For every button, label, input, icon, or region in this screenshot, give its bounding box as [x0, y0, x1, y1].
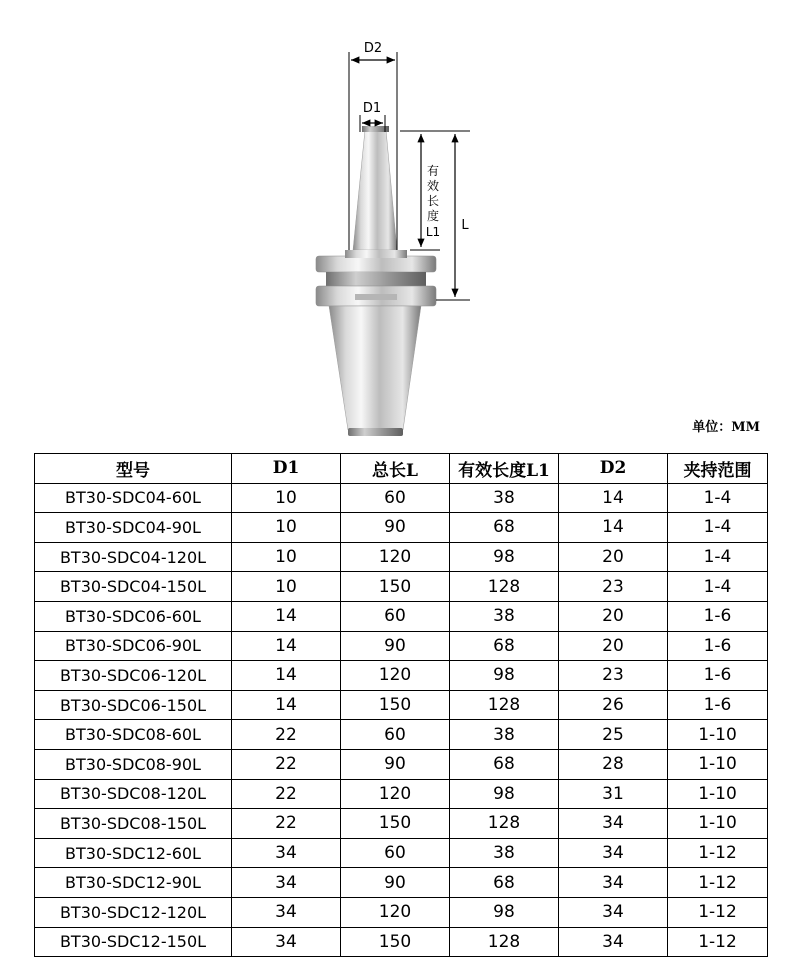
cell-clamping-range: 1-12 [668, 868, 768, 898]
l1-label-char: 长 [426, 194, 440, 208]
cell-clamping-range: 1-10 [668, 809, 768, 839]
cell-model: BT30-SDC08-90L [35, 749, 232, 779]
cell-model: BT30-SDC06-90L [35, 631, 232, 661]
cell-d1: 22 [232, 779, 341, 809]
cell-effective-length: 98 [450, 661, 559, 691]
d2-label: D2 [363, 41, 383, 56]
cell-model: BT30-SDC04-90L [35, 513, 232, 543]
table-row [35, 779, 768, 809]
l-label: L [461, 218, 469, 233]
cell-d2: 23 [559, 572, 668, 602]
table-row [35, 572, 768, 602]
table-row [35, 542, 768, 572]
cell-model: BT30-SDC08-60L [35, 720, 232, 750]
cell-total-length: 90 [341, 749, 450, 779]
cell-model: BT30-SDC12-60L [35, 838, 232, 868]
table-row [35, 631, 768, 661]
cell-d2: 14 [559, 513, 668, 543]
l1-label-char: 有 [426, 164, 440, 178]
cell-model: BT30-SDC06-120L [35, 661, 232, 691]
cell-total-length: 120 [341, 897, 450, 927]
cell-d1: 10 [232, 572, 341, 602]
cell-d2: 20 [559, 631, 668, 661]
cell-d1: 34 [232, 927, 341, 957]
cell-d2: 34 [559, 927, 668, 957]
cell-total-length: 120 [341, 779, 450, 809]
cell-model: BT30-SDC06-60L [35, 601, 232, 631]
cell-effective-length: 38 [450, 483, 559, 513]
cell-clamping-range: 1-10 [668, 779, 768, 809]
cell-clamping-range: 1-4 [668, 572, 768, 602]
cell-d1: 14 [232, 631, 341, 661]
cell-total-length: 150 [341, 927, 450, 957]
cell-total-length: 90 [341, 868, 450, 898]
tool-holder-diagram [0, 0, 800, 450]
cell-d1: 14 [232, 661, 341, 691]
cell-clamping-range: 1-6 [668, 601, 768, 631]
cell-d2: 34 [559, 868, 668, 898]
header-total-length: 总长L [341, 454, 450, 484]
cell-d2: 20 [559, 542, 668, 572]
table-row [35, 483, 768, 513]
table-row [35, 868, 768, 898]
cell-d1: 14 [232, 690, 341, 720]
spec-table [34, 453, 768, 957]
l1-label-char: 度 [426, 209, 440, 223]
cell-d2: 34 [559, 838, 668, 868]
l1-label-char: L1 [425, 225, 441, 239]
cell-total-length: 150 [341, 809, 450, 839]
table-row [35, 927, 768, 957]
cell-d2: 34 [559, 897, 668, 927]
cell-total-length: 60 [341, 483, 450, 513]
cell-effective-length: 38 [450, 601, 559, 631]
cell-total-length: 60 [341, 601, 450, 631]
cell-total-length: 60 [341, 720, 450, 750]
table-row [35, 601, 768, 631]
cell-d2: 26 [559, 690, 668, 720]
cell-total-length: 120 [341, 542, 450, 572]
cell-d1: 22 [232, 720, 341, 750]
cell-model: BT30-SDC12-120L [35, 897, 232, 927]
d1-label: D1 [362, 101, 382, 116]
cell-clamping-range: 1-12 [668, 897, 768, 927]
cell-d2: 34 [559, 809, 668, 839]
cell-d1: 14 [232, 601, 341, 631]
l1-label-char: 效 [426, 179, 440, 193]
tool-holder-body [316, 126, 436, 436]
table-row [35, 513, 768, 543]
table-row [35, 690, 768, 720]
cell-d1: 10 [232, 513, 341, 543]
cell-clamping-range: 1-10 [668, 720, 768, 750]
cell-model: BT30-SDC12-150L [35, 927, 232, 957]
unit-note: 单位：MM [692, 420, 760, 435]
cell-d1: 10 [232, 542, 341, 572]
cell-clamping-range: 1-6 [668, 631, 768, 661]
cell-effective-length: 98 [450, 779, 559, 809]
cell-effective-length: 68 [450, 868, 559, 898]
cell-effective-length: 68 [450, 513, 559, 543]
header-d1: D1 [232, 454, 341, 484]
cell-total-length: 150 [341, 690, 450, 720]
cell-effective-length: 128 [450, 809, 559, 839]
cell-model: BT30-SDC12-90L [35, 868, 232, 898]
cell-model: BT30-SDC04-150L [35, 572, 232, 602]
cell-total-length: 90 [341, 513, 450, 543]
header-clamping-range: 夹持范围 [668, 454, 768, 484]
table-row [35, 838, 768, 868]
cell-d2: 14 [559, 483, 668, 513]
cell-model: BT30-SDC04-120L [35, 542, 232, 572]
cell-total-length: 90 [341, 631, 450, 661]
cell-clamping-range: 1-12 [668, 927, 768, 957]
header-d2: D2 [559, 454, 668, 484]
cell-model: BT30-SDC08-150L [35, 809, 232, 839]
header-model: 型号 [35, 454, 232, 484]
cell-effective-length: 98 [450, 542, 559, 572]
cell-d2: 20 [559, 601, 668, 631]
cell-clamping-range: 1-12 [668, 838, 768, 868]
table-header-row [35, 454, 768, 484]
cell-d2: 23 [559, 661, 668, 691]
cell-d1: 34 [232, 838, 341, 868]
cell-d2: 25 [559, 720, 668, 750]
cell-d1: 10 [232, 483, 341, 513]
cell-model: BT30-SDC06-150L [35, 690, 232, 720]
cell-d1: 22 [232, 749, 341, 779]
table-row [35, 809, 768, 839]
cell-clamping-range: 1-10 [668, 749, 768, 779]
cell-total-length: 60 [341, 838, 450, 868]
header-effective-length: 有效长度L1 [450, 454, 559, 484]
table-row [35, 661, 768, 691]
cell-effective-length: 38 [450, 720, 559, 750]
cell-d1: 22 [232, 809, 341, 839]
cell-effective-length: 68 [450, 631, 559, 661]
cell-clamping-range: 1-6 [668, 690, 768, 720]
cell-effective-length: 128 [450, 927, 559, 957]
cell-effective-length: 68 [450, 749, 559, 779]
table-row [35, 749, 768, 779]
cell-clamping-range: 1-6 [668, 661, 768, 691]
cell-clamping-range: 1-4 [668, 513, 768, 543]
table-row [35, 897, 768, 927]
cell-effective-length: 98 [450, 897, 559, 927]
table-body [35, 483, 768, 957]
cell-clamping-range: 1-4 [668, 542, 768, 572]
cell-clamping-range: 1-4 [668, 483, 768, 513]
cell-d1: 34 [232, 868, 341, 898]
cell-effective-length: 128 [450, 690, 559, 720]
table-row [35, 720, 768, 750]
cell-d1: 34 [232, 897, 341, 927]
cell-total-length: 150 [341, 572, 450, 602]
cell-model: BT30-SDC08-120L [35, 779, 232, 809]
cell-effective-length: 128 [450, 572, 559, 602]
cell-model: BT30-SDC04-60L [35, 483, 232, 513]
cell-d2: 31 [559, 779, 668, 809]
cell-effective-length: 38 [450, 838, 559, 868]
cell-d2: 28 [559, 749, 668, 779]
cell-total-length: 120 [341, 661, 450, 691]
